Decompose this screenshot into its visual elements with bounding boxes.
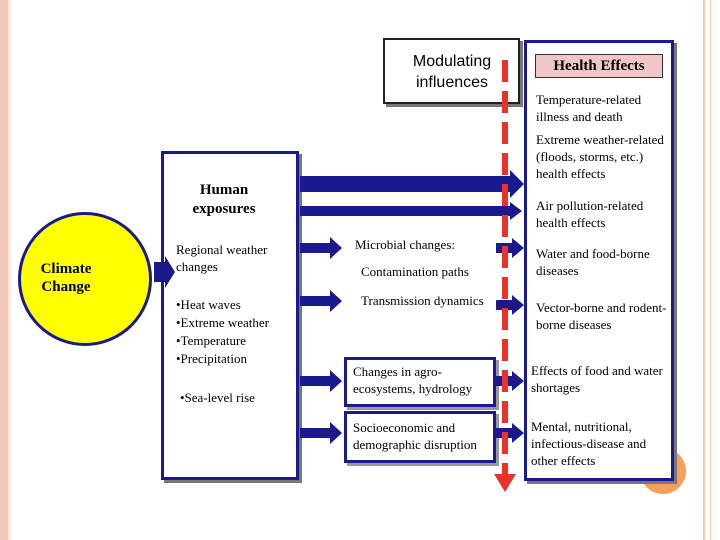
- health-effect-2: Extreme weather-related (floods, storms, etc.) health effects: [536, 132, 664, 181]
- modulating-arrowhead: [494, 474, 516, 492]
- arrow-to-agro: [300, 370, 342, 392]
- climate-change-label: Climate Change: [40, 261, 92, 295]
- transmission-dynamics: Transmission dynamics: [361, 293, 484, 308]
- slide-border-left-inner: [8, 0, 11, 540]
- health-effect-6: Effects of food and water shortages: [531, 363, 663, 395]
- agro-ecosystems-label: Changes in agro-ecosystems, hydrology: [353, 364, 473, 396]
- exposure-bullet-heat-waves: •Heat waves: [176, 297, 241, 312]
- modulating-influences-box: [383, 38, 520, 104]
- arrow-to-socio: [300, 422, 342, 444]
- health-effect-3: Air pollution-related health effects: [536, 198, 644, 230]
- exposure-bullet-sea-level-rise: •Sea-level rise: [180, 390, 255, 405]
- health-effect-1: Temperature-related illness and death: [536, 92, 642, 124]
- arrow-to-microbial: [300, 237, 342, 259]
- microbial-changes-title: Microbial changes:: [355, 237, 455, 252]
- arrow-agro-to-food: [496, 371, 524, 391]
- contamination-paths: Contamination paths: [361, 264, 469, 279]
- modulating-influences-title: Modulating influences: [412, 53, 492, 91]
- arrow-exposures-to-health-extreme: [300, 170, 524, 198]
- exposure-bullet-temperature: •Temperature: [176, 333, 247, 348]
- arrow-microbial-to-water: [496, 238, 524, 258]
- slide-border-right: [703, 0, 705, 540]
- socioeconomic-label: Socioeconomic and demographic disruption: [353, 420, 477, 452]
- human-exposures-title: [174, 181, 274, 223]
- arrow-to-transmission: [300, 290, 342, 312]
- arrow-exposures-to-health-air: [300, 202, 522, 220]
- arrow-socio-to-mental: [496, 423, 524, 443]
- human-exposures-title-text: Human exposures: [192, 182, 256, 217]
- slide-border-right-2: [710, 0, 711, 540]
- exposure-bullet-extreme-weather: •Extreme weather: [176, 315, 269, 330]
- health-effects-title-text: Health Effects: [553, 58, 645, 74]
- health-effect-4: Water and food-borne diseases: [536, 246, 650, 278]
- health-effects-title: [535, 54, 663, 78]
- regional-weather-changes: Regional weather changes: [176, 242, 268, 274]
- health-effect-7: Mental, nutritional, infectious-disease and other effects: [531, 419, 647, 468]
- health-effect-5: Vector-borne and rodent- borne diseases: [536, 300, 667, 332]
- exposure-bullet-precipitation: •Precipitation: [176, 351, 247, 366]
- slide-border-left: [0, 0, 8, 540]
